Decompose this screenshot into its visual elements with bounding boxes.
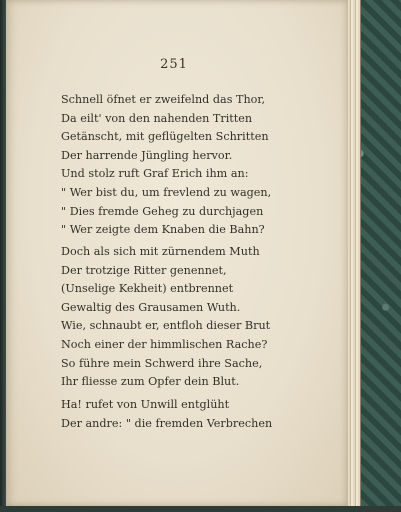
- poem-line: So führe mein Schwerd ihre Sache,: [61, 356, 263, 370]
- stanza-3: [61, 396, 272, 433]
- poem-line: Doch als sich mit zürnendem Muth: [61, 245, 260, 258]
- poem-line: Schnell öfnet er zweifelnd das Thor,: [61, 93, 266, 106]
- poem-line: Da eilt' von den nahenden Tritten: [61, 111, 253, 125]
- poem-line: Noch einer der himmlischen Rache?: [61, 337, 268, 351]
- stanza-2: [61, 243, 270, 392]
- poem-line: " Wer bist du, um frevlend zu wagen,: [61, 185, 272, 199]
- poem-line: Wie, schnaubt er, entfloh dieser Brut: [61, 319, 271, 333]
- book-page: [6, 0, 348, 506]
- poem-line: Und stolz ruft Graf Erich ihm an:: [61, 167, 249, 181]
- table-surface: [0, 506, 401, 512]
- poem-line: Der trotzige Ritter genennet,: [61, 263, 227, 277]
- poem-line: Getänscht, mit geflügelten Schritten: [61, 130, 269, 144]
- poem-line: Ihr fliesse zum Opfer dein Blut.: [61, 375, 240, 389]
- poem-line: (Unselige Kekheit) entbrennet: [61, 282, 234, 296]
- poem-line: Gewaltig des Grausamen Wuth.: [61, 300, 241, 314]
- poem-line: Der harrende Jüngling hervor.: [61, 148, 233, 162]
- poem-line: " Wer zeigte dem Knaben die Bahn?: [61, 223, 265, 237]
- poem-line: Ha! rufet von Unwill entglüht: [61, 398, 230, 411]
- poem-line: " Dies fremde Geheg zu durchjagen: [61, 204, 264, 218]
- stanza-1: [61, 91, 271, 240]
- poem-line: Der andre: " die fremden Verbrechen: [61, 416, 273, 430]
- page-number: 251: [160, 57, 188, 72]
